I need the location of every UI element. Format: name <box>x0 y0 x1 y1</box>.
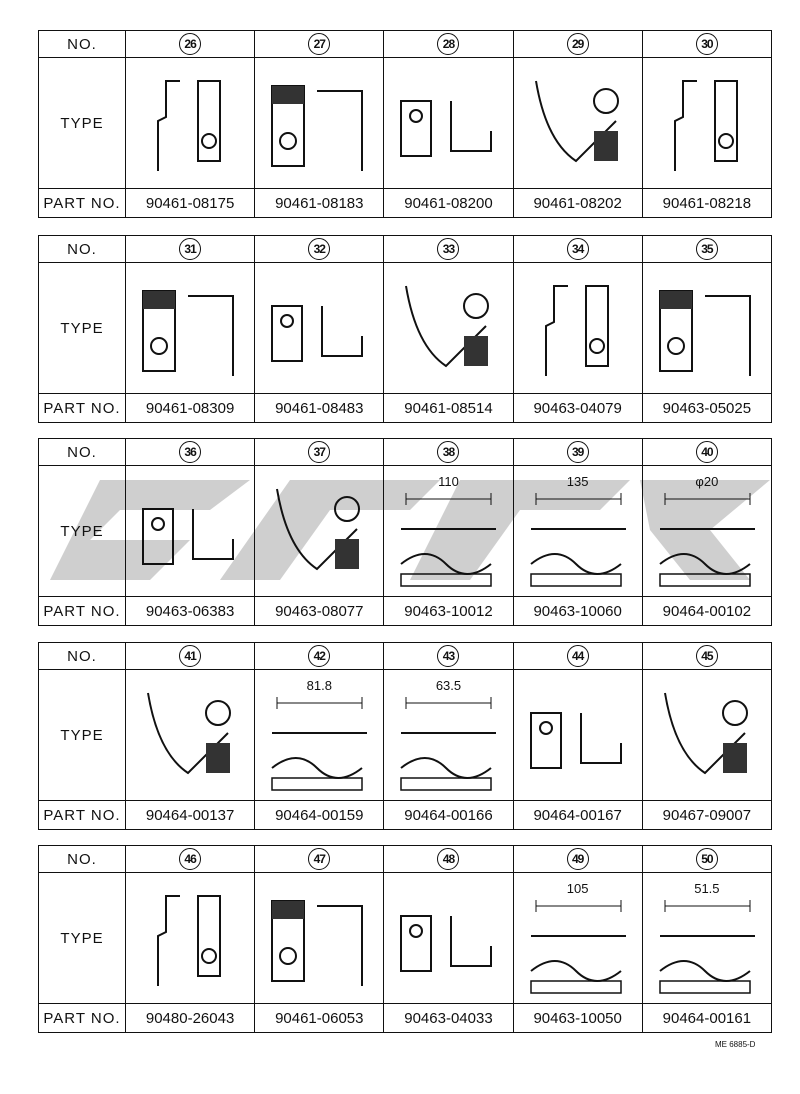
part-number: 90461-08183 <box>255 189 384 218</box>
item-number-circle: 48 <box>437 848 459 870</box>
part-drawing <box>516 673 640 797</box>
item-number-circle: 29 <box>567 33 589 55</box>
type-row <box>39 263 772 394</box>
item-number <box>513 236 642 263</box>
item-number-circle: 47 <box>308 848 330 870</box>
part-number: 90461-08218 <box>642 189 771 218</box>
part-number: 90464-00102 <box>642 597 771 626</box>
part-number: 90461-08202 <box>513 189 642 218</box>
item-number <box>384 31 513 58</box>
item-number <box>642 846 771 873</box>
part-number: 90463-10050 <box>513 1004 642 1033</box>
part-number: 90464-00166 <box>384 801 513 830</box>
type-drawing-cell <box>126 466 255 597</box>
dimension-label: φ20 <box>695 474 719 489</box>
item-number <box>126 236 255 263</box>
type-drawing-cell <box>513 263 642 394</box>
type-drawing-cell <box>126 873 255 1004</box>
type-drawing-cell <box>255 670 384 801</box>
item-number <box>384 236 513 263</box>
part-number: 90464-00159 <box>255 801 384 830</box>
item-number-circle: 31 <box>179 238 201 260</box>
type-label: TYPE <box>39 873 126 1004</box>
number-row <box>39 439 772 466</box>
no-label: NO. <box>39 439 126 466</box>
part-number: 90464-00137 <box>126 801 255 830</box>
part-number: 90461-08309 <box>126 394 255 423</box>
item-number <box>126 31 255 58</box>
part-number: 90463-06383 <box>126 597 255 626</box>
part-no-label: PART NO. <box>39 189 126 218</box>
item-number <box>384 846 513 873</box>
item-number <box>384 439 513 466</box>
item-number <box>126 846 255 873</box>
parts-table <box>38 235 772 423</box>
type-drawing-cell <box>126 670 255 801</box>
part-drawing <box>645 266 769 390</box>
part-number-row <box>39 394 772 423</box>
item-number <box>513 439 642 466</box>
type-label: TYPE <box>39 58 126 189</box>
item-number-circle: 26 <box>179 33 201 55</box>
part-number: 90467-09007 <box>642 801 771 830</box>
type-drawing-cell <box>513 873 642 1004</box>
part-number: 90461-06053 <box>255 1004 384 1033</box>
item-number <box>255 236 384 263</box>
dimension-label: 63.5 <box>435 678 462 693</box>
type-label: TYPE <box>39 670 126 801</box>
dimension-label: 105 <box>566 881 589 896</box>
parts-table <box>38 438 772 626</box>
type-label: TYPE <box>39 466 126 597</box>
type-row <box>39 58 772 189</box>
item-number <box>384 643 513 670</box>
figure-code: ME 6885-D <box>715 1040 756 1049</box>
dimension-label: 81.8 <box>306 678 332 693</box>
dimension-label: 51.5 <box>694 881 720 896</box>
number-row <box>39 31 772 58</box>
item-number-circle: 35 <box>696 238 718 260</box>
item-number-circle: 36 <box>179 441 201 463</box>
type-drawing-cell <box>513 58 642 189</box>
type-row <box>39 466 772 597</box>
no-label: NO. <box>39 846 126 873</box>
type-drawing-cell <box>384 873 513 1004</box>
part-no-label: PART NO. <box>39 394 126 423</box>
item-number-circle: 49 <box>567 848 589 870</box>
part-number: 90464-00161 <box>642 1004 771 1033</box>
item-number-circle: 37 <box>308 441 330 463</box>
part-drawing <box>257 876 381 1000</box>
item-number-circle: 28 <box>437 33 459 55</box>
item-number-circle: 40 <box>696 441 718 463</box>
type-drawing-cell <box>384 670 513 801</box>
no-label: NO. <box>39 236 126 263</box>
item-number <box>513 643 642 670</box>
item-number-circle: 38 <box>437 441 459 463</box>
number-row <box>39 643 772 670</box>
type-label: TYPE <box>39 263 126 394</box>
part-number: 90461-08514 <box>384 394 513 423</box>
part-number: 90463-04033 <box>384 1004 513 1033</box>
part-number: 90463-04079 <box>513 394 642 423</box>
item-number <box>642 236 771 263</box>
type-drawing-cell <box>513 670 642 801</box>
part-drawing <box>128 876 252 1000</box>
type-drawing-cell <box>384 263 513 394</box>
part-no-label: PART NO. <box>39 801 126 830</box>
type-drawing-cell <box>513 466 642 597</box>
part-drawing <box>386 266 510 390</box>
part-number: 90463-08077 <box>255 597 384 626</box>
part-drawing <box>386 61 510 185</box>
item-number <box>126 439 255 466</box>
part-drawing <box>257 61 381 185</box>
part-number: 90464-00167 <box>513 801 642 830</box>
item-number-circle: 44 <box>567 645 589 667</box>
item-number <box>255 846 384 873</box>
item-number-circle: 45 <box>696 645 718 667</box>
type-drawing-cell <box>642 873 771 1004</box>
item-number <box>513 31 642 58</box>
item-number <box>642 31 771 58</box>
part-drawing <box>645 673 769 797</box>
item-number-circle: 34 <box>567 238 589 260</box>
type-drawing-cell <box>384 58 513 189</box>
type-row <box>39 873 772 1004</box>
item-number-circle: 42 <box>308 645 330 667</box>
type-drawing-cell <box>642 263 771 394</box>
part-drawing <box>645 61 769 185</box>
number-row <box>39 236 772 263</box>
item-number <box>126 643 255 670</box>
part-drawing <box>516 61 640 185</box>
item-number-circle: 30 <box>696 33 718 55</box>
part-drawing <box>257 469 381 593</box>
no-label: NO. <box>39 643 126 670</box>
item-number <box>255 31 384 58</box>
part-number: 90461-08200 <box>384 189 513 218</box>
item-number-circle: 46 <box>179 848 201 870</box>
part-number: 90461-08175 <box>126 189 255 218</box>
type-drawing-cell <box>126 263 255 394</box>
type-drawing-cell <box>384 466 513 597</box>
item-number-circle: 50 <box>696 848 718 870</box>
number-row <box>39 846 772 873</box>
part-drawing <box>386 876 510 1000</box>
parts-table <box>38 30 772 218</box>
item-number-circle: 39 <box>567 441 589 463</box>
item-number <box>642 643 771 670</box>
part-number: 90463-10060 <box>513 597 642 626</box>
part-number-row <box>39 189 772 218</box>
part-drawing <box>128 61 252 185</box>
part-drawing <box>128 266 252 390</box>
type-drawing-cell <box>126 58 255 189</box>
part-number-row <box>39 801 772 830</box>
type-drawing-cell <box>642 670 771 801</box>
no-label: NO. <box>39 31 126 58</box>
type-drawing-cell <box>642 58 771 189</box>
part-drawing <box>128 469 252 593</box>
part-no-label: PART NO. <box>39 1004 126 1033</box>
type-drawing-cell <box>255 873 384 1004</box>
type-drawing-cell <box>642 466 771 597</box>
part-number: 90463-10012 <box>384 597 513 626</box>
dimension-label: 110 <box>438 474 459 489</box>
part-drawing <box>516 266 640 390</box>
type-drawing-cell <box>255 263 384 394</box>
part-number-row <box>39 597 772 626</box>
part-no-label: PART NO. <box>39 597 126 626</box>
item-number <box>255 439 384 466</box>
part-drawing <box>257 266 381 390</box>
parts-table <box>38 845 772 1033</box>
item-number-circle: 33 <box>437 238 459 260</box>
part-number: 90480-26043 <box>126 1004 255 1033</box>
item-number <box>642 439 771 466</box>
parts-table <box>38 642 772 830</box>
item-number-circle: 41 <box>179 645 201 667</box>
item-number <box>513 846 642 873</box>
type-drawing-cell <box>255 466 384 597</box>
item-number-circle: 43 <box>437 645 459 667</box>
type-drawing-cell <box>255 58 384 189</box>
item-number-circle: 32 <box>308 238 330 260</box>
item-number <box>255 643 384 670</box>
item-number-circle: 27 <box>308 33 330 55</box>
dimension-label: 135 <box>566 474 589 489</box>
part-drawing <box>128 673 252 797</box>
part-number: 90463-05025 <box>642 394 771 423</box>
part-number-row <box>39 1004 772 1033</box>
part-number: 90461-08483 <box>255 394 384 423</box>
type-row <box>39 670 772 801</box>
